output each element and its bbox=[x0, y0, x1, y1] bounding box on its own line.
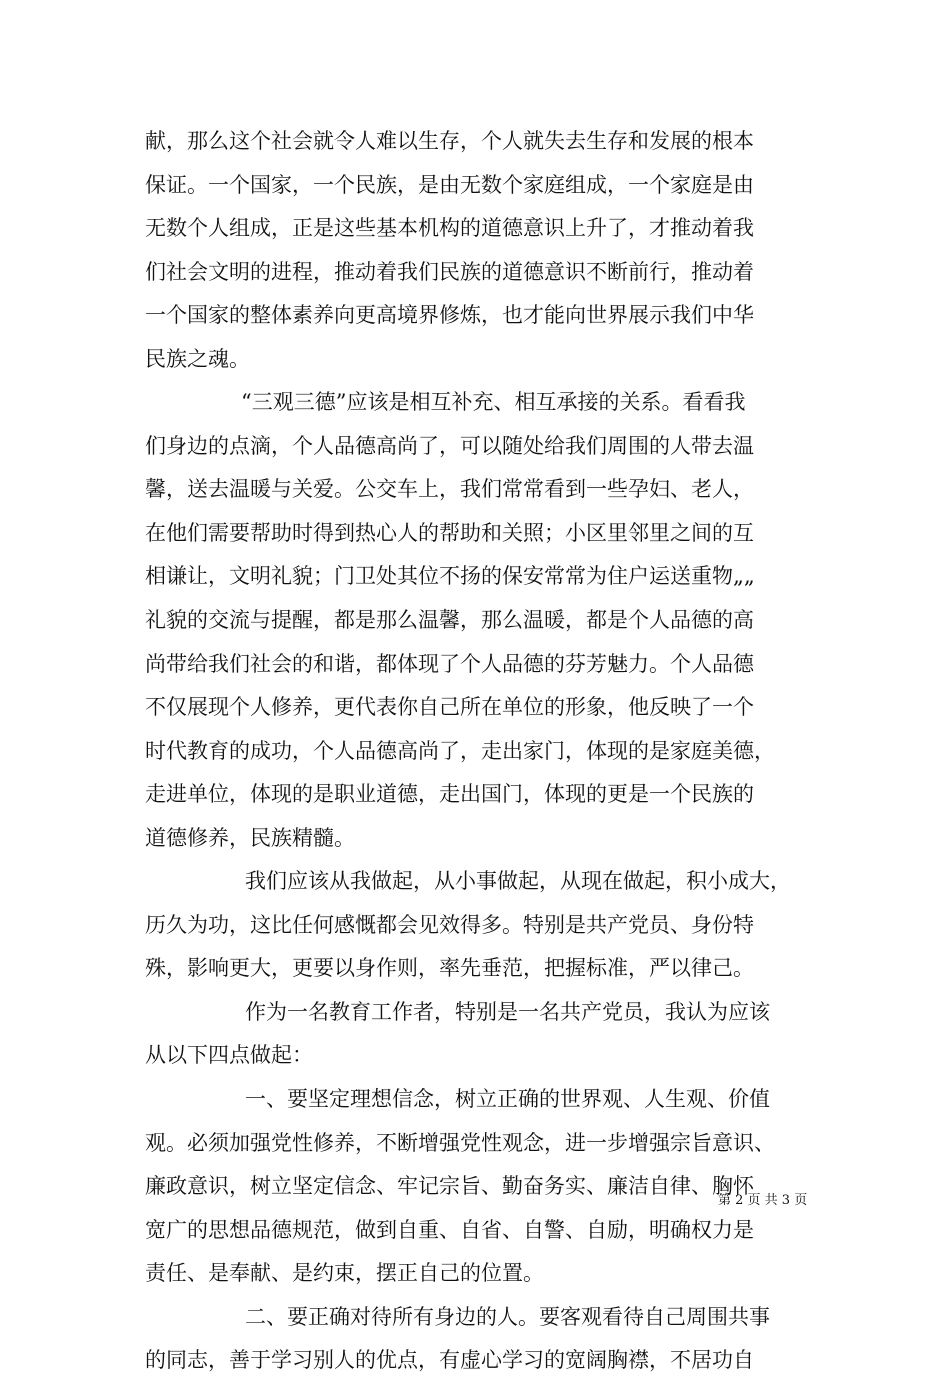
paragraph-start-line: 二、要正确对待所有身边的人。要客观看待自己周围共事 bbox=[245, 1304, 770, 1329]
text-line: 殊，影响更大，更要以身作则，率先垂范，把握标准，严以律己。 bbox=[145, 956, 754, 981]
text-line: 不仅展现个人修养，更代表你自己所在单位的形象，他反映了一个 bbox=[145, 695, 754, 720]
text-line: 们身边的点滴，个人品德高尚了，可以随处给我们周围的人带去温 bbox=[145, 433, 754, 458]
text-line: 尚带给我们社会的和谐，都体现了个人品德的芬芳魅力。个人品德 bbox=[145, 651, 754, 676]
text-line: 道德修养，民族精髓。 bbox=[145, 825, 355, 850]
text-line: 在他们需要帮助时得到热心人的帮助和关照；小区里邻里之间的互 bbox=[145, 520, 754, 545]
text-line: 民族之魂。 bbox=[145, 346, 250, 371]
paragraph-start-line: 作为一名教育工作者，特别是一名共产党员，我认为应该 bbox=[245, 999, 770, 1024]
paragraph-start-line: “三观三德”应该是相互补充、相互承接的关系。看看我 bbox=[241, 390, 746, 415]
text-line: 相谦让，文明礼貌；门卫处其位不扬的保安常常为住户运送重物„„ bbox=[145, 564, 755, 589]
text-line: 保证。一个国家，一个民族，是由无数个家庭组成，一个家庭是由 bbox=[145, 172, 754, 197]
text-line: 廉政意识，树立坚定信念、牢记宗旨、勤奋务实、廉洁自律、胸怀 bbox=[145, 1174, 754, 1199]
text-line: 观。必须加强党性修养，不断增强党性观念，进一步增强宗旨意识、 bbox=[145, 1130, 775, 1155]
text-line: 责任、是奉献、是约束，摆正自己的位置。 bbox=[145, 1261, 544, 1286]
text-line: 无数个人组成，正是这些基本机构的道德意识上升了，才推动着我 bbox=[145, 216, 754, 241]
document-body bbox=[145, 120, 808, 1383]
text-line: 礼貌的交流与提醒，都是那么温馨，那么温暖，都是个人品德的高 bbox=[145, 608, 754, 633]
text-line: 宽广的思想品德规范，做到自重、自省、自警、自励，明确权力是 bbox=[145, 1217, 754, 1242]
paragraph-start-line: 我们应该从我做起，从小事做起，从现在做起，积小成大， bbox=[245, 869, 791, 894]
text-line: 们社会文明的进程，推动着我们民族的道德意识不断前行，推动着 bbox=[145, 259, 754, 284]
text-line: 从以下四点做起： bbox=[145, 1043, 313, 1068]
text-line: 时代教育的成功，个人品德高尚了，走出家门，体现的是家庭美德， bbox=[145, 738, 775, 763]
text-line: 走进单位，体现的是职业道德，走出国门，体现的更是一个民族的 bbox=[145, 782, 754, 807]
text-line: 献，那么这个社会就令人难以生存，个人就失去生存和发展的根本 bbox=[145, 129, 754, 153]
page-number-footer: 第 2 页 共 3 页 bbox=[718, 1193, 808, 1208]
text-line: 一个国家的整体素养向更高境界修炼，也才能向世界展示我们中华 bbox=[145, 303, 754, 328]
text-line: 的同志，善于学习别人的优点，有虚心学习的宽阔胸襟，不居功自 bbox=[145, 1348, 754, 1373]
text-line: 馨，送去温暖与关爱。公交车上，我们常常看到一些孕妇、老人， bbox=[145, 477, 754, 502]
text-line: 历久为功，这比任何感慨都会见效得多。特别是共产党员、身份特 bbox=[145, 912, 754, 937]
paragraph-start-line: 一、要坚定理想信念，树立正确的世界观、人生观、价值 bbox=[245, 1087, 770, 1112]
